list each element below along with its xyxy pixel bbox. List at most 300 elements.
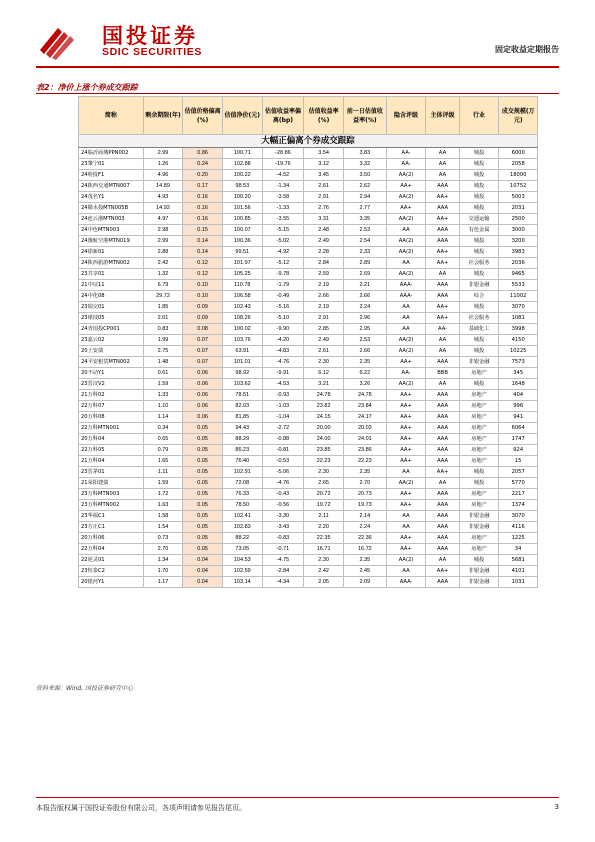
table-cell: 0.14: [183, 236, 223, 247]
table-cell: 1.33: [143, 390, 183, 401]
table-cell: 0.20: [183, 170, 223, 181]
table-cell: 2.91: [304, 192, 344, 203]
table-cell: 城投: [459, 236, 499, 247]
table-cell: 2.96: [343, 313, 386, 324]
table-cell: -9.90: [262, 324, 304, 335]
table-cell: -3.43: [262, 522, 304, 533]
table-row: [79, 566, 538, 577]
table-cell: 100.20: [222, 192, 262, 203]
table-cell: 4116: [499, 522, 538, 533]
table-cell: -5.16: [262, 302, 304, 313]
bond-name-cell: 23万科MTN002: [79, 500, 144, 511]
table-cell: 0.08: [183, 324, 223, 335]
column-header: 隐含评级: [386, 97, 426, 135]
table-cell: 82.03: [222, 401, 262, 412]
table-cell: AAA: [426, 423, 459, 434]
table-cell: 4.93: [143, 192, 183, 203]
table-cell: 101.01: [222, 357, 262, 368]
table-cell: 76.40: [222, 456, 262, 467]
table-row: [79, 511, 538, 522]
table-row: [79, 434, 538, 445]
table-cell: 2.54: [343, 236, 386, 247]
table-cell: 2.94: [343, 192, 386, 203]
table-cell: 2.49: [304, 236, 344, 247]
table-cell: 2031: [499, 203, 538, 214]
table-cell: 0.07: [183, 346, 223, 357]
table-cell: 103.62: [222, 379, 262, 390]
table-row: [79, 401, 538, 412]
bond-name-cell: 23恒泰C2: [79, 566, 144, 577]
bond-name-cell: 23球技05: [79, 313, 144, 324]
table-cell: 2.42: [143, 258, 183, 269]
table-cell: 3070: [499, 302, 538, 313]
table-cell: 3.21: [304, 379, 344, 390]
table-cell: 0.05: [183, 500, 223, 511]
table-cell: -5.06: [262, 467, 304, 478]
table-title: 大幅正偏离个券成交跟踪: [79, 135, 538, 148]
table-cell: 0.05: [183, 423, 223, 434]
table-row: [79, 214, 538, 225]
table-cell: 4101: [499, 566, 538, 577]
table-cell: AAA: [426, 390, 459, 401]
table-cell: 2.33: [343, 247, 386, 258]
table-title-row: [79, 135, 538, 148]
table-cell: -4.76: [262, 357, 304, 368]
table-cell: AA(2): [386, 192, 426, 203]
table-cell: 102.59: [222, 566, 262, 577]
footer-divider: [36, 797, 559, 798]
table-cell: 1374: [499, 500, 538, 511]
table-cell: 0.04: [183, 566, 223, 577]
table-cell: 10752: [499, 181, 538, 192]
table-cell: AA+: [386, 544, 426, 555]
table-row: [79, 390, 538, 401]
table-cell: -1.79: [262, 280, 304, 291]
table-cell: 城投: [459, 335, 499, 346]
table-row: [79, 412, 538, 423]
table-cell: 22.23: [304, 456, 344, 467]
bond-name-cell: 20万科06: [79, 533, 144, 544]
table-cell: 63.91: [222, 346, 262, 357]
table-cell: 1.70: [143, 566, 183, 577]
table-cell: -0.43: [262, 489, 304, 500]
table-cell: AAA: [426, 225, 459, 236]
table-cell: AA+: [386, 401, 426, 412]
table-cell: AA+: [426, 192, 459, 203]
table-row: [79, 203, 538, 214]
table-cell: 2.35: [343, 555, 386, 566]
table-cell: AA+: [386, 423, 426, 434]
table-cell: 房地产: [459, 456, 499, 467]
table-cell: 1.17: [143, 577, 183, 588]
table-cell: 2.69: [343, 269, 386, 280]
table-cell: 3.83: [343, 148, 386, 159]
table-cell: 104.53: [222, 555, 262, 566]
table-cell: 2.19: [304, 280, 344, 291]
report-header: [36, 18, 559, 64]
table-cell: 0.12: [183, 269, 223, 280]
table-cell: 非银金融: [459, 357, 499, 368]
table-cell: 2.53: [343, 225, 386, 236]
table-cell: 2.61: [304, 181, 344, 192]
table-row: [79, 181, 538, 192]
table-cell: -4.20: [262, 335, 304, 346]
table-cell: 99.51: [222, 247, 262, 258]
table-cell: 0.09: [183, 302, 223, 313]
table-cell: 34: [499, 544, 538, 555]
table-cell: AA(2): [386, 214, 426, 225]
table-cell: AA(2): [386, 269, 426, 280]
table-cell: 城投: [459, 467, 499, 478]
table-cell: 综合: [459, 291, 499, 302]
table-cell: AA: [426, 159, 459, 170]
table-row: [79, 324, 538, 335]
table-cell: 2.62: [343, 181, 386, 192]
table-cell: AA: [386, 225, 426, 236]
table-cell: AA+: [426, 566, 459, 577]
table-cell: 0.73: [143, 533, 183, 544]
table-row: [79, 544, 538, 555]
page-number: 3: [554, 803, 559, 811]
bond-name-cell: 24连云港MTN003: [79, 214, 144, 225]
table-cell: 2.95: [343, 324, 386, 335]
table-cell: 78.51: [222, 390, 262, 401]
table-cell: 23.82: [304, 401, 344, 412]
table-cell: 24.17: [343, 412, 386, 423]
table-cell: 10225: [499, 346, 538, 357]
table-cell: 16.72: [343, 544, 386, 555]
table-row: [79, 357, 538, 368]
table-row: [79, 159, 538, 170]
column-header: 简称: [79, 97, 144, 135]
table-cell: 2.14: [343, 511, 386, 522]
bond-name-cell: 23嘉云02: [79, 335, 144, 346]
table-cell: 0.05: [183, 489, 223, 500]
table-cell: 6.22: [343, 368, 386, 379]
table-cell: 0.07: [183, 335, 223, 346]
bond-name-cell: 23晋汉V2: [79, 379, 144, 390]
table-cell: -0.81: [262, 445, 304, 456]
table-cell: 2.70: [343, 478, 386, 489]
company-logo: [36, 18, 226, 62]
table-cell: -9.78: [262, 269, 304, 280]
table-cell: 1031: [499, 577, 538, 588]
table-cell: AAA: [426, 401, 459, 412]
column-header: 估值价格偏离(%): [183, 97, 223, 135]
table-cell: 1225: [499, 533, 538, 544]
table-cell: 3.31: [304, 214, 344, 225]
table-cell: -5.15: [262, 225, 304, 236]
table-cell: 1747: [499, 434, 538, 445]
table-cell: AA(2): [386, 236, 426, 247]
table-cell: -28.86: [262, 148, 304, 159]
table-row: [79, 500, 538, 511]
table-cell: 1.59: [143, 379, 183, 390]
table-cell: 城投: [459, 148, 499, 159]
table-cell: 1.99: [143, 335, 183, 346]
table-cell: 2.30: [304, 555, 344, 566]
table-cell: 2.24: [343, 522, 386, 533]
table-cell: AA+: [386, 357, 426, 368]
table-cell: -9.91: [262, 368, 304, 379]
table-cell: 103.76: [222, 335, 262, 346]
table-cell: 4.96: [143, 170, 183, 181]
table-cell: 3998: [499, 324, 538, 335]
table-cell: AA(2): [386, 555, 426, 566]
table-cell: AA(2): [386, 346, 426, 357]
table-row: [79, 247, 538, 258]
table-cell: 19.72: [304, 500, 344, 511]
table-cell: 房地产: [459, 423, 499, 434]
table-cell: AAA: [426, 500, 459, 511]
table-cell: -4.34: [262, 577, 304, 588]
table-cell: 城投: [459, 346, 499, 357]
table-cell: 1.10: [143, 401, 183, 412]
table-cell: 73.05: [222, 544, 262, 555]
table-cell: -0.71: [262, 544, 304, 555]
table-cell: 0.34: [143, 423, 183, 434]
bond-name-cell: 23晋茅01: [79, 467, 144, 478]
table-cell: 0.06: [183, 401, 223, 412]
table-cell: -0.93: [262, 390, 304, 401]
table-cell: 2.21: [343, 280, 386, 291]
table-cell: AA: [426, 379, 459, 390]
report-type-label: 固定收益定期报告: [495, 45, 559, 54]
table-cell: 0.17: [183, 181, 223, 192]
table-cell: 2.66: [304, 291, 344, 302]
table-cell: 23.85: [304, 445, 344, 456]
table-cell: 3.32: [343, 159, 386, 170]
logo-english-name: SDIC SECURITIES: [102, 46, 203, 58]
table-cell: 98.92: [222, 368, 262, 379]
table-cell: 社会服务: [459, 258, 499, 269]
table-cell: -4.76: [262, 478, 304, 489]
table-cell: 2.19: [304, 302, 344, 313]
logo-mark-icon: [36, 20, 76, 60]
table-cell: AA(2): [386, 170, 426, 181]
table-cell: 2.05: [304, 577, 344, 588]
table-cell: 6000: [499, 148, 538, 159]
table-cell: AA-: [386, 368, 426, 379]
table-cell: 2.66: [343, 291, 386, 302]
table-row: [79, 445, 538, 456]
table-cell: -0.88: [262, 434, 304, 445]
table-cell: 106.58: [222, 291, 262, 302]
table-cell: AAA: [426, 533, 459, 544]
table-cell: AA: [386, 467, 426, 478]
table-cell: 0.04: [183, 555, 223, 566]
table-cell: AA+: [426, 302, 459, 313]
table-cell: 0.06: [183, 390, 223, 401]
table-cell: -0.49: [262, 291, 304, 302]
table-row: [79, 258, 538, 269]
table-cell: 3.35: [343, 214, 386, 225]
column-header: 估值净价(元): [222, 97, 262, 135]
table-cell: 20.00: [304, 423, 344, 434]
table-cell: 2.11: [304, 511, 344, 522]
table-cell: -2.72: [262, 423, 304, 434]
bond-name-cell: 24临沂商城PPN002: [79, 148, 144, 159]
table-cell: 20.72: [304, 489, 344, 500]
table-row: [79, 302, 538, 313]
table-cell: 2.84: [304, 258, 344, 269]
table-cell: 1.32: [143, 269, 183, 280]
bond-name-cell: 20不动Y1: [79, 368, 144, 379]
table-cell: 房地产: [459, 390, 499, 401]
table-cell: AA: [426, 170, 459, 181]
table-cell: 城投: [459, 170, 499, 181]
table-cell: 非银金融: [459, 511, 499, 522]
table-cell: 924: [499, 445, 538, 456]
table-cell: 3.12: [304, 159, 344, 170]
table-cell: AA+: [386, 203, 426, 214]
table-cell: 房地产: [459, 368, 499, 379]
data-source-note: 资料来源：Wind, 国投证券研究中心: [36, 685, 134, 692]
table-cell: AA: [426, 478, 459, 489]
table-cell: AAA: [426, 236, 459, 247]
table-cell: 2.53: [343, 335, 386, 346]
bond-name-cell: 21荣阳建债: [79, 478, 144, 489]
table-cell: 100.85: [222, 214, 262, 225]
table-cell: 基础化工: [459, 324, 499, 335]
table-cell: 3070: [499, 511, 538, 522]
table-cell: 2.48: [304, 225, 344, 236]
table-cell: -1.33: [262, 203, 304, 214]
table-cell: 2.35: [343, 357, 386, 368]
table-cell: 0.06: [183, 368, 223, 379]
table-cell: 2.89: [343, 258, 386, 269]
table-cell: 3200: [499, 236, 538, 247]
table-cell: 城投: [459, 192, 499, 203]
table-cell: 0.61: [143, 368, 183, 379]
table-cell: 101.56: [222, 203, 262, 214]
table-cell: 2.76: [304, 203, 344, 214]
table-cell: 2036: [499, 258, 538, 269]
table-cell: 23.84: [343, 401, 386, 412]
table-cell: 9465: [499, 269, 538, 280]
table-cell: AAA: [426, 412, 459, 423]
table-cell: 16.71: [304, 544, 344, 555]
table-cell: -5.02: [262, 236, 304, 247]
table-cell: 2.24: [343, 302, 386, 313]
table-row: [79, 555, 538, 566]
caption-divider: [36, 93, 559, 94]
table-cell: 24.78: [304, 390, 344, 401]
table-row: [79, 269, 538, 280]
table-cell: -4.52: [262, 170, 304, 181]
table-cell: 6064: [499, 423, 538, 434]
bond-name-cell: 23肇宁01: [79, 159, 144, 170]
table-cell: 103.14: [222, 577, 262, 588]
table-cell: AA+: [386, 445, 426, 456]
table-cell: 2.49: [304, 335, 344, 346]
table-cell: 19.73: [343, 500, 386, 511]
bond-name-cell: 23方正C1: [79, 522, 144, 533]
bond-name-cell: 24中色MTN003: [79, 225, 144, 236]
table-cell: 交通运输: [459, 214, 499, 225]
table-cell: 29.72: [143, 291, 183, 302]
table-cell: 24.01: [343, 434, 386, 445]
table-cell: 7573: [499, 357, 538, 368]
table-cell: 5003: [499, 192, 538, 203]
table-cell: 1.85: [143, 302, 183, 313]
table-cell: 2217: [499, 489, 538, 500]
table-cell: 0.16: [183, 214, 223, 225]
bond-name-cell: 24哈投F1: [79, 170, 144, 181]
table-cell: 20.73: [343, 489, 386, 500]
table-cell: 102.83: [222, 522, 262, 533]
table-cell: 0.24: [183, 159, 223, 170]
table-caption: 表2：净价上涨个券成交跟踪: [36, 83, 138, 92]
table-cell: AAA: [426, 434, 459, 445]
table-cell: 2.99: [143, 236, 183, 247]
table-cell: -4.75: [262, 555, 304, 566]
table-cell: 88.29: [222, 434, 262, 445]
table-cell: 0.16: [183, 192, 223, 203]
table-cell: 3.54: [304, 148, 344, 159]
table-header-row: [79, 97, 538, 135]
table-cell: 有色金属: [459, 225, 499, 236]
table-cell: 2.35: [343, 467, 386, 478]
bond-name-cell: 24青国投CP001: [79, 324, 144, 335]
table-cell: 6.12: [304, 368, 344, 379]
table-cell: 0.14: [183, 247, 223, 258]
table-cell: AA+: [386, 390, 426, 401]
table-cell: 2.66: [343, 346, 386, 357]
table-cell: 非银金融: [459, 577, 499, 588]
table-cell: AA+: [426, 258, 459, 269]
table-cell: 0.09: [183, 313, 223, 324]
table-cell: 0.10: [183, 280, 223, 291]
table-cell: 0.86: [183, 148, 223, 159]
table-cell: 2.30: [304, 357, 344, 368]
table-cell: 5770: [499, 478, 538, 489]
table-cell: AA(2): [386, 379, 426, 390]
bond-trading-table: [78, 96, 538, 588]
table-cell: AA+: [426, 467, 459, 478]
table-cell: 0.05: [183, 511, 223, 522]
column-header: 行业: [459, 97, 499, 135]
table-cell: -1.04: [262, 412, 304, 423]
table-cell: 0.06: [183, 412, 223, 423]
table-cell: 15: [499, 456, 538, 467]
table-cell: 1.63: [143, 500, 183, 511]
table-cell: 102.41: [222, 511, 262, 522]
bond-name-cell: 24中化08: [79, 291, 144, 302]
table-cell: 4150: [499, 335, 538, 346]
table-row: [79, 291, 538, 302]
table-cell: 14.92: [143, 203, 183, 214]
table-cell: 1.48: [143, 357, 183, 368]
table-row: [79, 533, 538, 544]
table-cell: 100.22: [222, 170, 262, 181]
table-cell: -3.58: [262, 192, 304, 203]
table-cell: 城投: [459, 247, 499, 258]
bond-name-cell: 21万科04: [79, 456, 144, 467]
table-cell: -3.30: [262, 511, 304, 522]
table-cell: 5681: [499, 555, 538, 566]
bond-name-cell: 21中证11: [79, 280, 144, 291]
table-cell: 3983: [499, 247, 538, 258]
table-cell: 3000: [499, 225, 538, 236]
table-cell: 2.65: [304, 478, 344, 489]
table-cell: AAA: [426, 456, 459, 467]
table-cell: AAA-: [386, 291, 426, 302]
table-cell: 房地产: [459, 533, 499, 544]
table-cell: 1.26: [143, 159, 183, 170]
bond-name-cell: 23华福C1: [79, 511, 144, 522]
table-cell: BBB: [426, 368, 459, 379]
